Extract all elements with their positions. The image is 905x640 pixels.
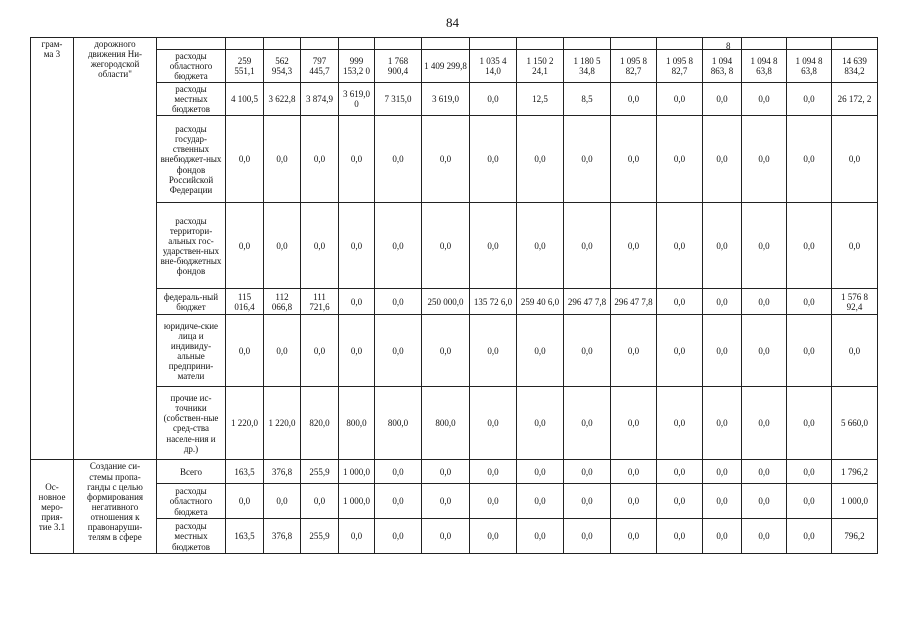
- value-cell: 0,0: [470, 203, 517, 289]
- value-cell: 14 639 834,2: [832, 50, 878, 83]
- empty-cell: [611, 38, 657, 50]
- value-cell: 0,0: [657, 203, 703, 289]
- table-row: [31, 484, 878, 519]
- value-cell: 1 220,0: [226, 387, 264, 460]
- value-cell: 0,0: [787, 460, 832, 484]
- value-cell: 0,0: [832, 315, 878, 387]
- table-row: [31, 83, 878, 116]
- value-cell: 0,0: [375, 116, 422, 203]
- value-cell: 0,0: [375, 484, 422, 519]
- value-cell: 797 445,7: [301, 50, 339, 83]
- value-cell: 820,0: [301, 387, 339, 460]
- value-cell: 0,0: [611, 484, 657, 519]
- value-cell: 0,0: [787, 83, 832, 116]
- table-row: [31, 203, 878, 289]
- row-label: расходы территори-альных гос-ударствен-ных вне-бюджетных фондов: [157, 203, 226, 289]
- value-cell: 0,0: [422, 116, 470, 203]
- value-cell: 296 47 7,8: [611, 289, 657, 315]
- empty-cell: [157, 38, 226, 50]
- empty-cell: [517, 38, 564, 50]
- value-cell: 800,0: [422, 387, 470, 460]
- value-cell: 562 954,3: [264, 50, 301, 83]
- value-cell: 0,0: [564, 484, 611, 519]
- value-cell: 0,0: [301, 203, 339, 289]
- value-cell: 0,0: [422, 519, 470, 554]
- value-cell: 0,0: [517, 116, 564, 203]
- value-cell: 0,0: [422, 203, 470, 289]
- empty-cell: [742, 38, 787, 50]
- value-cell: 0,0: [375, 460, 422, 484]
- row-label: расходы областного бюджета: [157, 484, 226, 519]
- value-cell: 3 622,8: [264, 83, 301, 116]
- page-number: 84: [446, 15, 459, 30]
- value-cell: 0,0: [657, 315, 703, 387]
- value-cell: 0,0: [564, 387, 611, 460]
- value-cell: 800,0: [339, 387, 375, 460]
- value-cell: 0,0: [703, 289, 742, 315]
- value-cell: 0,0: [470, 484, 517, 519]
- value-cell: 250 000,0: [422, 289, 470, 315]
- value-cell: 0,0: [703, 519, 742, 554]
- table-row: [31, 387, 878, 460]
- value-cell: 1 150 2 24,1: [517, 50, 564, 83]
- value-cell: 111 721,6: [301, 289, 339, 315]
- value-cell: 376,8: [264, 460, 301, 484]
- value-cell: 255,9: [301, 460, 339, 484]
- table-row: [31, 50, 878, 83]
- value-cell: 0,0: [264, 484, 301, 519]
- value-cell: 135 72 6,0: [470, 289, 517, 315]
- value-cell: 1 220,0: [264, 387, 301, 460]
- value-cell: 0,0: [564, 203, 611, 289]
- empty-cell: [657, 38, 703, 50]
- value-cell: 255,9: [301, 519, 339, 554]
- value-cell: 0,0: [787, 387, 832, 460]
- value-cell: 259 40 6,0: [517, 289, 564, 315]
- value-cell: 1 409 299,8: [422, 50, 470, 83]
- value-cell: 0,0: [470, 519, 517, 554]
- value-cell: 0,0: [742, 289, 787, 315]
- value-cell: 0,0: [611, 387, 657, 460]
- value-cell: 0,0: [470, 116, 517, 203]
- value-cell: 0,0: [301, 315, 339, 387]
- value-cell: 0,0: [703, 484, 742, 519]
- value-cell: 0,0: [703, 387, 742, 460]
- table-row: [31, 116, 878, 203]
- value-cell: 0,0: [703, 203, 742, 289]
- value-cell: 0,0: [564, 519, 611, 554]
- value-cell: 0,0: [517, 484, 564, 519]
- value-cell: 112 066,8: [264, 289, 301, 315]
- value-cell: 0,0: [787, 203, 832, 289]
- value-cell: 0,0: [422, 460, 470, 484]
- measure-name-cell: Ос- новное меро- прия- тие 3.1: [31, 460, 74, 554]
- table-row: [31, 315, 878, 387]
- value-cell: 0,0: [611, 315, 657, 387]
- value-cell: 0,0: [703, 83, 742, 116]
- value-cell: 0,0: [703, 315, 742, 387]
- value-cell: 0,0: [375, 203, 422, 289]
- value-cell: 1 095 8 82,7: [611, 50, 657, 83]
- empty-cell: [226, 38, 264, 50]
- row-label: федераль-ный бюджет: [157, 289, 226, 315]
- value-cell: 0,0: [611, 519, 657, 554]
- value-cell: 296 47 7,8: [564, 289, 611, 315]
- value-cell: 0,0: [832, 203, 878, 289]
- empty-cell: [339, 38, 375, 50]
- value-cell: 0,0: [339, 315, 375, 387]
- value-cell: 0,0: [657, 83, 703, 116]
- value-cell: 0,0: [264, 116, 301, 203]
- value-cell: 0,0: [375, 519, 422, 554]
- value-cell: 0,0: [339, 289, 375, 315]
- value-cell: 0,0: [703, 116, 742, 203]
- empty-cell: [301, 38, 339, 50]
- value-cell: 0,0: [564, 315, 611, 387]
- value-cell: 0,0: [264, 315, 301, 387]
- value-cell: 0,0: [742, 519, 787, 554]
- value-cell: 0,0: [564, 116, 611, 203]
- value-cell: 1 094 863, 8: [703, 50, 742, 83]
- value-cell: 1 035 4 14,0: [470, 50, 517, 83]
- value-cell: 0,0: [742, 203, 787, 289]
- row-label: расходы областного бюджета: [157, 50, 226, 83]
- value-cell: 0,0: [339, 519, 375, 554]
- value-cell: 5 660,0: [832, 387, 878, 460]
- value-cell: 7 315,0: [375, 83, 422, 116]
- value-cell: 0,0: [787, 519, 832, 554]
- value-cell: 0,0: [517, 315, 564, 387]
- value-cell: 1 094 8 63,8: [742, 50, 787, 83]
- value-cell: 1 094 8 63,8: [787, 50, 832, 83]
- value-cell: 4 100,5: [226, 83, 264, 116]
- value-cell: 0,0: [517, 519, 564, 554]
- row-label: расходы местных бюджетов: [157, 519, 226, 554]
- value-cell: 0,0: [375, 289, 422, 315]
- value-cell: 0,0: [470, 315, 517, 387]
- value-cell: 0,0: [657, 484, 703, 519]
- value-cell: 1 180 5 34,8: [564, 50, 611, 83]
- value-cell: 800,0: [375, 387, 422, 460]
- value-cell: 0,0: [422, 315, 470, 387]
- value-cell: 999 153,2 0: [339, 50, 375, 83]
- value-cell: 0,0: [657, 519, 703, 554]
- empty-cell: [264, 38, 301, 50]
- value-cell: 0,0: [787, 116, 832, 203]
- value-cell: 0,0: [657, 116, 703, 203]
- empty-cell: [564, 38, 611, 50]
- value-cell: 26 172, 2: [832, 83, 878, 116]
- row-label: расходы местных бюджетов: [157, 83, 226, 116]
- value-cell: 0,0: [564, 460, 611, 484]
- value-cell: 0,0: [517, 203, 564, 289]
- value-cell: 0,0: [301, 116, 339, 203]
- value-cell: 0,0: [657, 289, 703, 315]
- value-cell: 0,0: [470, 460, 517, 484]
- value-cell: 0,0: [742, 83, 787, 116]
- value-cell: 0,0: [470, 83, 517, 116]
- stray-digit: 8: [726, 41, 731, 51]
- empty-cell: [832, 38, 878, 50]
- table-row: [31, 519, 878, 554]
- value-cell: 0,0: [611, 83, 657, 116]
- value-cell: 0,0: [264, 203, 301, 289]
- row-label: прочие ис-точники (собствен-ные сред-ства населе-ния и др.): [157, 387, 226, 460]
- empty-cell: [375, 38, 422, 50]
- value-cell: 1 768 900,4: [375, 50, 422, 83]
- value-cell: 1 000,0: [832, 484, 878, 519]
- value-cell: 0,0: [611, 116, 657, 203]
- value-cell: 1 576 8 92,4: [832, 289, 878, 315]
- value-cell: 0,0: [301, 484, 339, 519]
- value-cell: 1 000,0: [339, 460, 375, 484]
- value-cell: 0,0: [611, 203, 657, 289]
- value-cell: 1 796,2: [832, 460, 878, 484]
- row-label: Всего: [157, 460, 226, 484]
- value-cell: 0,0: [787, 315, 832, 387]
- value-cell: 1 000,0: [339, 484, 375, 519]
- value-cell: 796,2: [832, 519, 878, 554]
- value-cell: 0,0: [339, 116, 375, 203]
- value-cell: 0,0: [742, 484, 787, 519]
- value-cell: 12,5: [517, 83, 564, 116]
- value-cell: 0,0: [703, 460, 742, 484]
- table-row: [31, 460, 878, 484]
- value-cell: 1 095 8 82,7: [657, 50, 703, 83]
- row-label: юридиче-ские лица и индивиду-альные предприни-матели: [157, 315, 226, 387]
- value-cell: 3 619,0: [422, 83, 470, 116]
- value-cell: 0,0: [470, 387, 517, 460]
- value-cell: 0,0: [832, 116, 878, 203]
- budget-table: [30, 37, 878, 554]
- value-cell: 163,5: [226, 460, 264, 484]
- value-cell: 0,0: [517, 387, 564, 460]
- measure-description-cell: Создание си- стемы пропа- ганды с целью формирования негативного отношения к правонаруши- телям в сфере: [74, 460, 157, 554]
- value-cell: 115 016,4: [226, 289, 264, 315]
- value-cell: 0,0: [339, 203, 375, 289]
- value-cell: 0,0: [226, 116, 264, 203]
- value-cell: 0,0: [742, 315, 787, 387]
- value-cell: 0,0: [422, 484, 470, 519]
- program-name-cell: дорожного движения Ни- жегородской области": [74, 38, 157, 460]
- empty-cell: [703, 38, 742, 50]
- row-label: расходы государ-ственных внебюджет-ных фондов Российской Федерации: [157, 116, 226, 203]
- value-cell: 0,0: [226, 484, 264, 519]
- empty-cell: [787, 38, 832, 50]
- value-cell: 3 619,0 0: [339, 83, 375, 116]
- value-cell: 0,0: [611, 460, 657, 484]
- value-cell: 0,0: [787, 484, 832, 519]
- value-cell: 3 874,9: [301, 83, 339, 116]
- value-cell: 8,5: [564, 83, 611, 116]
- value-cell: 0,0: [657, 387, 703, 460]
- value-cell: 0,0: [742, 460, 787, 484]
- value-cell: 0,0: [375, 315, 422, 387]
- value-cell: 0,0: [787, 289, 832, 315]
- table-row: [31, 38, 878, 50]
- value-cell: 0,0: [517, 460, 564, 484]
- table-row: [31, 289, 878, 315]
- value-cell: 259 551,1: [226, 50, 264, 83]
- value-cell: 163,5: [226, 519, 264, 554]
- value-cell: 0,0: [742, 387, 787, 460]
- value-cell: 0,0: [657, 460, 703, 484]
- empty-cell: [470, 38, 517, 50]
- value-cell: 0,0: [742, 116, 787, 203]
- value-cell: 0,0: [226, 315, 264, 387]
- program-cell: грам- ма 3: [31, 38, 74, 460]
- value-cell: 376,8: [264, 519, 301, 554]
- value-cell: 0,0: [226, 203, 264, 289]
- empty-cell: [422, 38, 470, 50]
